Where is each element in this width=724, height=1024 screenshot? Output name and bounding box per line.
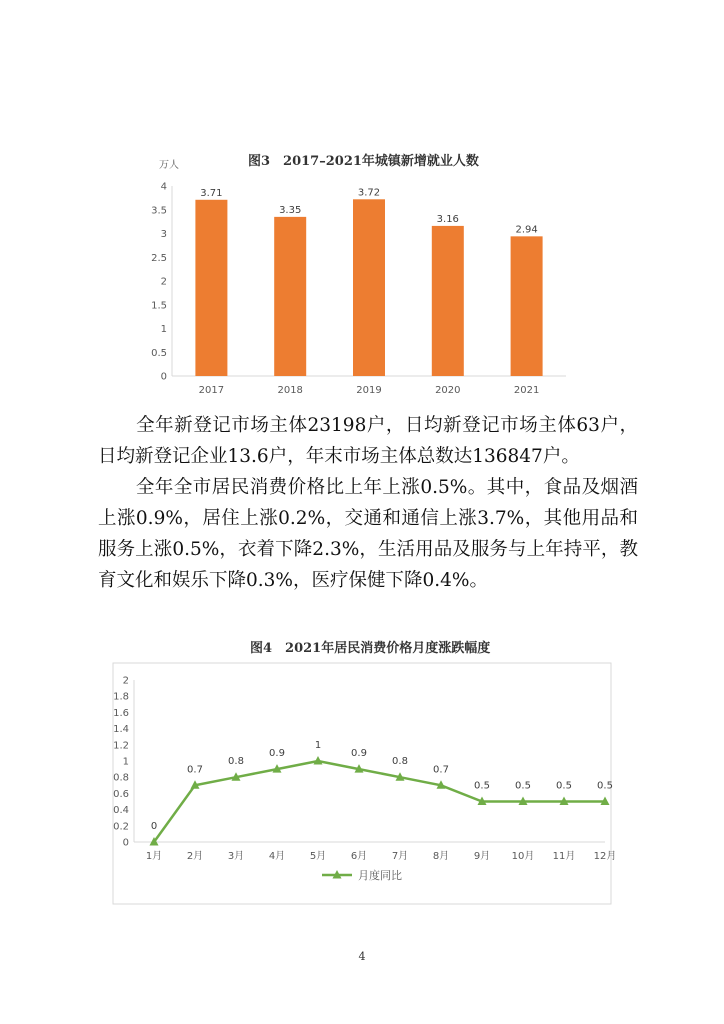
x-tick-label: 2月 <box>186 851 204 862</box>
point-data-label: 1 <box>314 740 322 751</box>
x-tick-label: 2021 <box>513 385 540 396</box>
y-tick-label: 0.4 <box>113 805 129 817</box>
paragraph-cpi: 全年全市居民消费价格比上年上涨0.5%。其中，食品及烟酒上涨0.9%，居住上涨0.2%，交通和通信上涨3.7%，其他用品和服务上涨0.5%，衣着下降2.3%，生活用品及服务与上年持平，教育文化和娱乐下降0.3%，医疗保健下降0.4%。 <box>98 477 638 591</box>
figure4-title: 图4 2021年居民消费价格月度涨跌幅度 <box>250 641 491 656</box>
x-tick-label: 12月 <box>593 851 617 862</box>
point-data-label: 0.7 <box>187 764 203 776</box>
x-tick-label: 7月 <box>391 851 409 862</box>
series-line-monthly-yoy <box>154 761 605 842</box>
legend-label: 月度同比 <box>358 869 402 882</box>
point-data-label: 0.9 <box>269 748 285 760</box>
page-number: 4 <box>358 950 366 963</box>
y-tick-label: 1.4 <box>113 724 129 736</box>
y-tick-label: 4 <box>160 181 167 193</box>
y-tick-label: 1.6 <box>113 707 129 719</box>
point-data-label: 0 <box>150 821 158 832</box>
point-data-label: 0.5 <box>474 780 490 792</box>
y-tick-label: 0.5 <box>151 347 167 359</box>
y-tick-label: 2.5 <box>151 252 167 264</box>
x-tick-label: 4月 <box>268 851 286 862</box>
y-tick-label: 1 <box>160 324 167 335</box>
bar-data-label: 2.94 <box>515 224 538 236</box>
point-data-label: 0.7 <box>433 764 449 776</box>
x-tick-label: 2017 <box>198 385 225 396</box>
y-tick-label: 1.8 <box>113 691 129 703</box>
x-tick-label: 2018 <box>277 385 303 396</box>
y-axis-label: 万人 <box>159 160 179 171</box>
y-tick-label: 3.5 <box>151 205 167 217</box>
y-tick-label: 0.6 <box>113 788 129 800</box>
chart-frame <box>113 663 611 904</box>
point-data-label: 0.5 <box>556 780 572 792</box>
x-tick-label: 1月 <box>145 851 163 862</box>
y-tick-label: 0 <box>122 837 129 849</box>
bar-data-label: 3.71 <box>200 187 223 199</box>
paragraph-market-entities: 全年新登记市场主体23198户，日均新登记市场主体63户，日均新登记企业13.6户，年末市场主体总数达136847户。 <box>98 415 638 467</box>
y-tick-label: 2 <box>160 276 167 288</box>
bar-data-label: 3.72 <box>357 187 381 199</box>
y-tick-label: 1 <box>122 756 129 768</box>
y-tick-label: 3 <box>160 229 167 240</box>
bar-data-label: 3.35 <box>279 204 302 216</box>
point-data-label: 0.8 <box>392 756 408 768</box>
y-tick-label: 1.2 <box>113 740 129 752</box>
point-data-label: 0.5 <box>515 780 531 792</box>
y-tick-label: 0.2 <box>113 821 129 833</box>
x-tick-label: 2020 <box>435 385 461 396</box>
bar-data-label: 3.16 <box>436 213 459 225</box>
data-point-marker <box>314 756 323 765</box>
x-tick-label: 11月 <box>552 851 576 862</box>
x-tick-label: 10月 <box>511 851 535 862</box>
x-tick-label: 3月 <box>227 851 245 862</box>
x-tick-label: 5月 <box>309 851 327 862</box>
y-tick-label: 0 <box>160 371 167 383</box>
point-data-label: 0.5 <box>597 780 613 792</box>
x-tick-label: 9月 <box>473 851 491 862</box>
y-tick-label: 1.5 <box>151 300 167 312</box>
point-data-label: 0.9 <box>351 748 367 760</box>
y-tick-label: 2 <box>122 675 129 687</box>
x-tick-label: 2019 <box>356 385 382 396</box>
figure3-title: 图3 2017–2021年城镇新增就业人数 <box>248 154 479 169</box>
x-tick-label: 8月 <box>432 851 450 862</box>
y-tick-label: 0.8 <box>113 772 129 784</box>
x-tick-label: 6月 <box>350 851 368 862</box>
point-data-label: 0.8 <box>228 756 244 768</box>
